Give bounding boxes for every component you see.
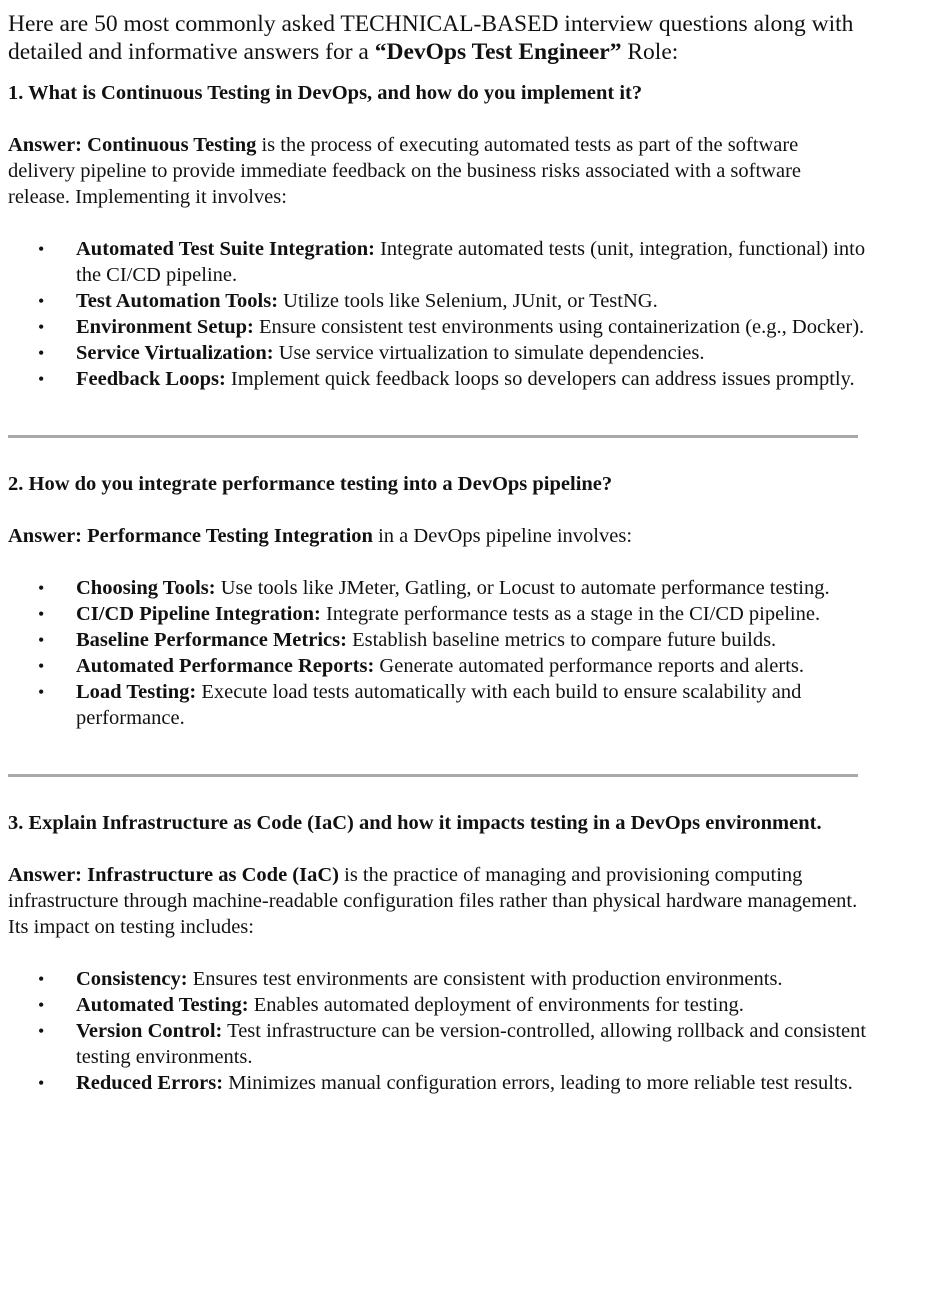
point-term: CI/CD Pipeline Integration: <box>76 603 321 625</box>
answer-paragraph <box>8 132 868 210</box>
bullet-icon: • <box>38 995 45 1015</box>
list-item <box>8 314 868 340</box>
bullet-icon: • <box>38 239 45 259</box>
point-text: Integrate performance tests as a stage in the CI/CD pipeline. <box>320 603 821 625</box>
list-item <box>8 1070 868 1096</box>
answer-label: Answer: Performance Testing Integration <box>8 525 373 547</box>
list-item <box>8 1018 868 1070</box>
answer-text: in a DevOps pipeline involves: <box>372 525 633 547</box>
bullet-icon: • <box>38 1021 45 1041</box>
point-text: Test infrastructure can be version-controlled, allowing rollback and consistent testing environments. <box>76 1020 867 1068</box>
bullet-icon: • <box>38 1073 45 1093</box>
list-item <box>8 288 868 314</box>
answer-points-list <box>8 966 868 1096</box>
question-section-2 <box>8 438 868 731</box>
point-term: Automated Test Suite Integration: <box>76 238 375 260</box>
bullet-icon: • <box>38 969 45 989</box>
bullet-icon: • <box>38 604 45 624</box>
list-item <box>8 653 868 679</box>
bullet-icon: • <box>38 343 45 363</box>
answer-text: is the process of executing automated tests as part of the software delivery pipeline to provide immediate feedback on the business risks associated with a software release. Implementing it involves: <box>8 134 802 208</box>
point-term: Automated Performance Reports: <box>76 655 375 677</box>
list-item <box>8 366 868 392</box>
question-heading: 1. What is Continuous Testing in DevOps, and how do you implement it? <box>8 82 643 104</box>
question-section-3 <box>8 777 868 1096</box>
point-term: Environment Setup: <box>76 316 254 338</box>
intro-suffix: Role: <box>621 39 679 65</box>
point-text: Establish baseline metrics to compare future builds. <box>346 629 777 651</box>
point-text: Enables automated deployment of environments for testing. <box>248 994 744 1016</box>
intro-role: “DevOps Test Engineer” <box>374 39 622 65</box>
list-item <box>8 575 868 601</box>
bullet-icon: • <box>38 630 45 650</box>
answer-points-list <box>8 236 868 392</box>
answer-points-list <box>8 575 868 731</box>
point-term: Consistency: <box>76 968 188 990</box>
point-term: Load Testing: <box>76 681 197 703</box>
bullet-icon: • <box>38 656 45 676</box>
point-term: Version Control: <box>76 1020 223 1042</box>
list-item <box>8 601 868 627</box>
list-item <box>8 236 868 288</box>
intro-paragraph <box>8 10 868 66</box>
answer-paragraph <box>8 862 868 940</box>
question-heading: 3. Explain Infrastructure as Code (IaC) and how it impacts testing in a DevOps environment. <box>8 812 822 834</box>
point-term: Choosing Tools: <box>76 577 216 599</box>
list-item <box>8 627 868 653</box>
point-text: Utilize tools like Selenium, JUnit, or TestNG. <box>278 290 658 312</box>
answer-label: Answer: Infrastructure as Code (IaC) <box>8 864 339 886</box>
bullet-icon: • <box>38 291 45 311</box>
point-term: Automated Testing: <box>76 994 249 1016</box>
bullet-icon: • <box>38 682 45 702</box>
bullet-icon: • <box>38 317 45 337</box>
list-item <box>8 966 868 992</box>
answer-paragraph <box>8 523 868 549</box>
point-text: Generate automated performance reports and alerts. <box>374 655 805 677</box>
point-text: Ensure consistent test environments using containerization (e.g., Docker). <box>253 316 865 338</box>
point-text: Use service virtualization to simulate dependencies. <box>273 342 705 364</box>
bullet-icon: • <box>38 369 45 389</box>
list-item <box>8 340 868 366</box>
bullet-icon: • <box>38 578 45 598</box>
point-term: Reduced Errors: <box>76 1072 224 1094</box>
point-term: Service Virtualization: <box>76 342 274 364</box>
point-text: Minimizes manual configuration errors, leading to more reliable test results. <box>223 1072 853 1094</box>
point-term: Baseline Performance Metrics: <box>76 629 347 651</box>
point-text: Ensures test environments are consistent with production environments. <box>187 968 783 990</box>
question-section-1 <box>8 80 868 392</box>
point-text: Use tools like JMeter, Gatling, or Locust to automate performance testing. <box>215 577 830 599</box>
point-text: Execute load tests automatically with each build to ensure scalability and performance. <box>76 681 802 729</box>
question-heading: 2. How do you integrate performance testing into a DevOps pipeline? <box>8 473 613 495</box>
point-term: Feedback Loops: <box>76 368 226 390</box>
answer-label: Answer: Continuous Testing <box>8 134 257 156</box>
list-item <box>8 992 868 1018</box>
list-item <box>8 679 868 731</box>
answer-text: is the practice of managing and provisioning computing infrastructure through machine-readable configuration files rather than physical hardware management. Its impact on testing includes: <box>8 864 858 938</box>
point-text: Integrate automated tests (unit, integration, functional) into the CI/CD pipeline. <box>76 238 866 286</box>
point-text: Implement quick feedback loops so developers can address issues promptly. <box>225 368 855 390</box>
point-term: Test Automation Tools: <box>76 290 279 312</box>
intro-text: Here are 50 most commonly asked TECHNICAL-BASED interview questions along with detailed and informative answers for a <box>8 11 854 65</box>
